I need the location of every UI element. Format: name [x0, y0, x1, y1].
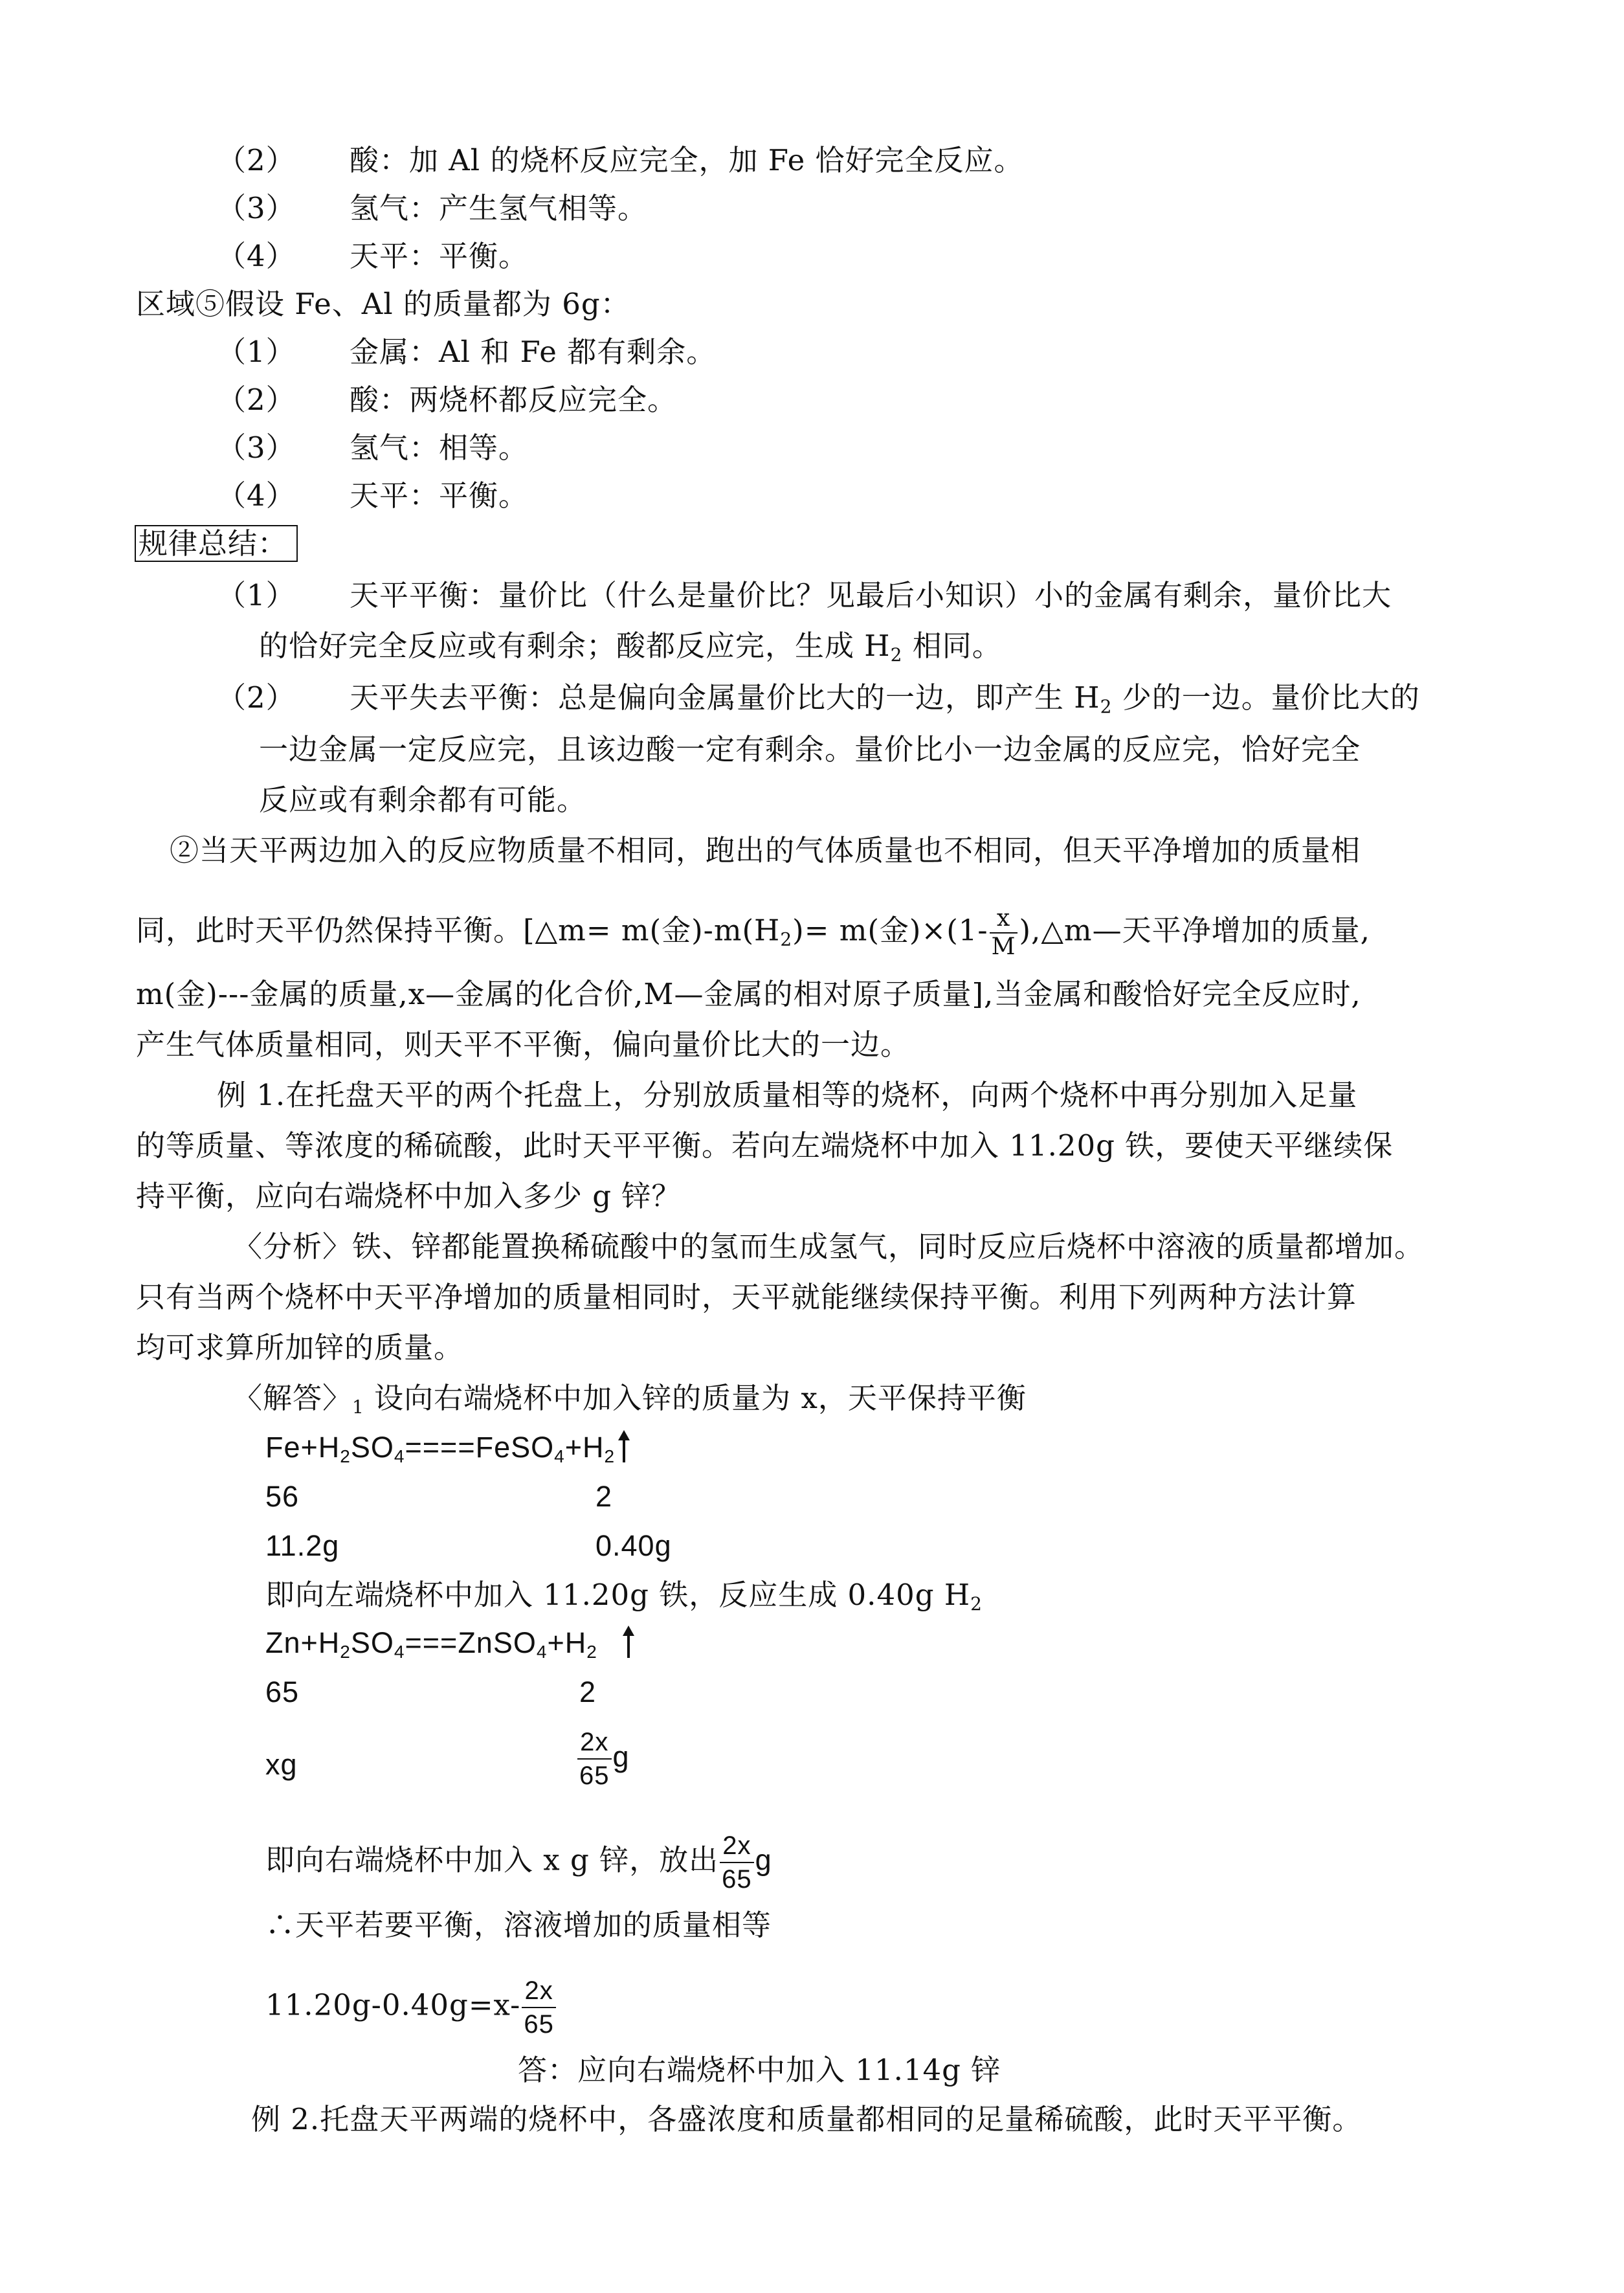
example-2-line-1: 例 2.托盘天平两端的烧杯中，各盛浓度和质量都相同的足量稀硫酸，此时天平平衡。 [251, 2102, 1363, 2136]
hydrogen-molar-mass: 2 [595, 1480, 613, 1513]
region5-line-2: （2） 酸：两烧杯都反应完全。 [217, 383, 678, 417]
fraction-2x-over-65: $\frac{2x}{65}$ [720, 1829, 754, 1896]
case-line-2-acid: （2） 酸：加 Al 的烧杯反应完全，加 Fe 恰好完全反应。 [217, 143, 1024, 177]
hydrogen-mass-value: 0.40g [595, 1529, 672, 1562]
hydrogen-molar-mass-2: 2 [579, 1675, 597, 1708]
rule-summary-heading: 规律总结： [135, 524, 298, 563]
paragraph-2-line-1: ②当天平两边加入的反应物质量不相同，跑出的气体质量也不相同，但天平净增加的质量相 [170, 833, 1361, 867]
rule-1-continued: 的恰好完全反应或有剩余；酸都反应完，生成 $H_2$ 相同。 [259, 629, 1002, 666]
example-1-line-1: 例 1.在托盘天平的两个托盘上，分别放质量相等的烧杯，向两个烧杯中再分别加入足量 [217, 1078, 1358, 1112]
iron-molar-mass: 56 [265, 1480, 300, 1513]
fraction-2x-over-65: $\frac{2x}{65}$ [522, 1974, 556, 2041]
paragraph-2-line-4: 产生气体质量相同，则天平不平衡，偏向量价比大的一边。 [136, 1027, 911, 1062]
rule-2: （2） 天平失去平衡：总是偏向金属量价比大的一边，即产生 $H_2$ 少的一边。量价比大的 [217, 680, 1420, 717]
analysis-line-1: 〈分析〉铁、锌都能置换稀硫酸中的氢而生成氢气，同时反应后烧杯中溶液的质量都增加。 [233, 1229, 1425, 1264]
case-line-3-hydrogen: （3） 氢气：产生氢气相等。 [217, 191, 648, 225]
solution-step-left: 即向左端烧杯中加入 11.20g 铁，反应生成 0.40g $H_2$ [265, 1578, 983, 1615]
analysis-line-3: 均可求算所加锌的质量。 [136, 1330, 464, 1365]
rule-2-continued-2: 反应或有剩余都有可能。 [259, 783, 587, 817]
paragraph-2-line-3: m(金)---金属的质量,x—金属的化合价,M—金属的相对原子质量],当金属和酸恰好完全反应时, [136, 977, 1361, 1011]
region5-line-1: （1） 金属：Al 和 Fe 都有剩余。 [217, 335, 717, 369]
paragraph-2-line-2: 同，此时天平仍然保持平衡。[△m= m(金)$-m(H_2)= m$(金)×(1- $\frac{x}{M}$ ),△m—天平净增加的质量, [136, 905, 1370, 960]
solution-intro: 〈解答〉$_1$ 设向右端烧杯中加入锌的质量为 x，天平保持平衡 [233, 1381, 1027, 1418]
fraction-2x-over-65: $\frac{2x}{65}$ [577, 1726, 612, 1792]
hydrogen-from-zinc: $\frac{2x}{65}$ g [576, 1726, 630, 1792]
equation-iron: $Fe+H_2SO_4====FeSO_4+H_2$ [265, 1431, 616, 1466]
example-1-line-3: 持平衡，应向右端烧杯中加入多少 g 锌？ [136, 1179, 682, 1213]
balance-equation: 11.20g-0.40g=x- $\frac{2x}{65}$ [265, 1974, 557, 2041]
fraction-x-over-m: $\frac{x}{M}$ [990, 905, 1018, 961]
answer-line: 答：应向右端烧杯中加入 11.14g 锌 [518, 2053, 1001, 2087]
iron-mass-value: 11.2g [265, 1529, 340, 1562]
example-1-line-2: 的等质量、等浓度的稀硫酸，此时天平平衡。若向左端烧杯中加入 11.20g 铁，要使天平继续保 [136, 1128, 1394, 1163]
region-5-heading: 区域⑤假设 Fe、Al 的质量都为 6g： [136, 287, 630, 321]
zinc-molar-mass: 65 [265, 1675, 300, 1708]
solution-step-right: 即向右端烧杯中加入 x g 锌，放出 $\frac{2x}{65}$ g [265, 1829, 772, 1896]
region5-line-3: （3） 氢气：相等。 [217, 431, 529, 465]
analysis-line-2: 只有当两个烧杯中天平净增加的质量相同时，天平就能继续保持平衡。利用下列两种方法计算 [136, 1280, 1357, 1314]
rule-2-continued-1: 一边金属一定反应完，且该边酸一定有剩余。量价比小一边金属的反应完，恰好完全 [259, 732, 1361, 766]
solution-condition: ∴天平若要平衡，溶液增加的质量相等 [265, 1908, 772, 1942]
case-line-4-balance: （4） 天平：平衡。 [217, 239, 529, 273]
zinc-mass-value: xg [265, 1748, 298, 1781]
rule-1: （1） 天平平衡：量价比（什么是量价比？见最后小知识）小的金属有剩余，量价比大 [217, 578, 1392, 612]
region5-line-4: （4） 天平：平衡。 [217, 478, 529, 513]
equation-zinc: $Zn+H_2SO_4===ZnSO_4+H_2$ [265, 1626, 597, 1662]
